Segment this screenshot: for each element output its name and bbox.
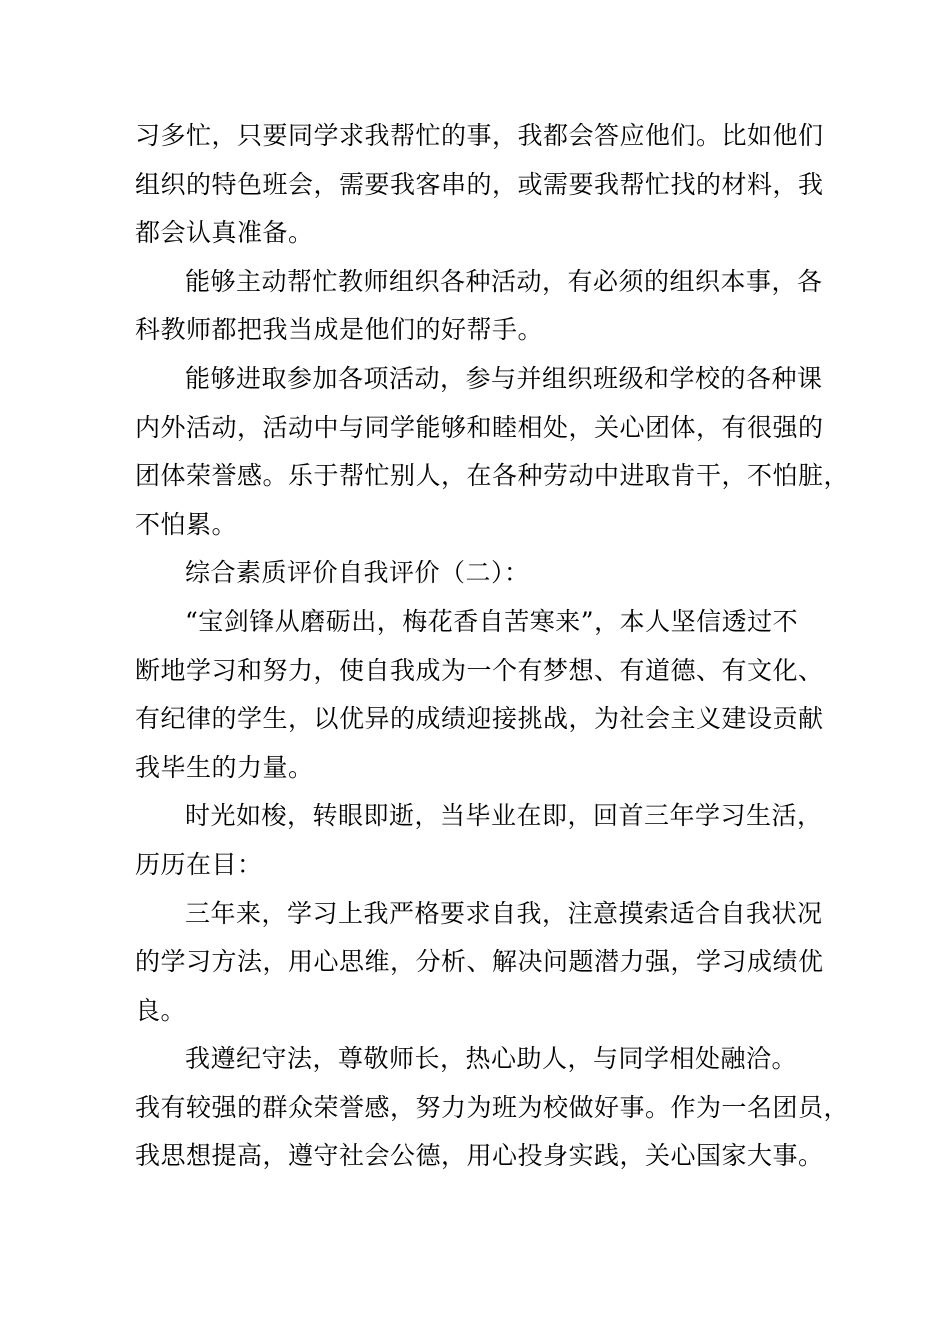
text-line: 组织的特色班会，需要我客串的，或需要我帮忙找的材料，我 [135,169,824,199]
section-heading: 综合素质评价自我评价（二）： [185,558,530,588]
document-body [135,112,850,1181]
paragraph-start-line: 时光如梭，转眼即逝，当毕业在即，回首三年学习生活， [185,801,823,831]
paragraph-start-line: 能够主动帮忙教师组织各种活动，有必须的组织本事，各 [185,266,823,296]
text-line: 有纪律的学生，以优异的成绩迎接挑战，为社会主义建设贡献 [135,704,824,734]
text-line: 习多忙，只要同学求我帮忙的事，我都会答应他们。比如他们 [135,121,824,150]
text-line: 不怕累。 [135,509,238,539]
text-line: 良。 [135,995,187,1025]
text-line: 内外活动，活动中与同学能够和睦相处，关心团体，有很强的 [135,412,824,442]
text-line: 断地学习和努力，使自我成为一个有梦想、有道德、有文化、 [135,655,824,685]
text-line: 我毕生的力量。 [135,752,314,782]
text-line: 科教师都把我当成是他们的好帮手。 [135,315,544,345]
paragraph-start-line: 能够进取参加各项活动，参与并组织班级和学校的各种课 [185,363,823,393]
text-line: 我思想提高，遵守社会公德，用心投身实践，关心国家大事。 [135,1141,824,1171]
text-line: 的学习方法，用心思维，分析、解决问题潜力强，学习成绩优 [135,947,824,977]
text-line: 历历在目： [135,849,263,879]
text-line: 我有较强的群众荣誉感，努力为班为校做好事。作为一名团员， [135,1092,850,1122]
text-line: 都会认真准备。 [135,218,314,248]
text-line: 团体荣誉感。乐于帮忙别人，在各种劳动中进取肯干，不怕脏， [135,461,850,491]
paragraph-start-line: 三年来，学习上我严格要求自我，注意摸索适合自我状况 [185,898,823,928]
paragraph-start-line: 我遵纪守法，尊敬师长，热心助人，与同学相处融洽。 [185,1044,798,1074]
paragraph-start-line: “宝剑锋从磨砺出，梅花香自苦寒来”，本人坚信透过不 [185,606,799,636]
